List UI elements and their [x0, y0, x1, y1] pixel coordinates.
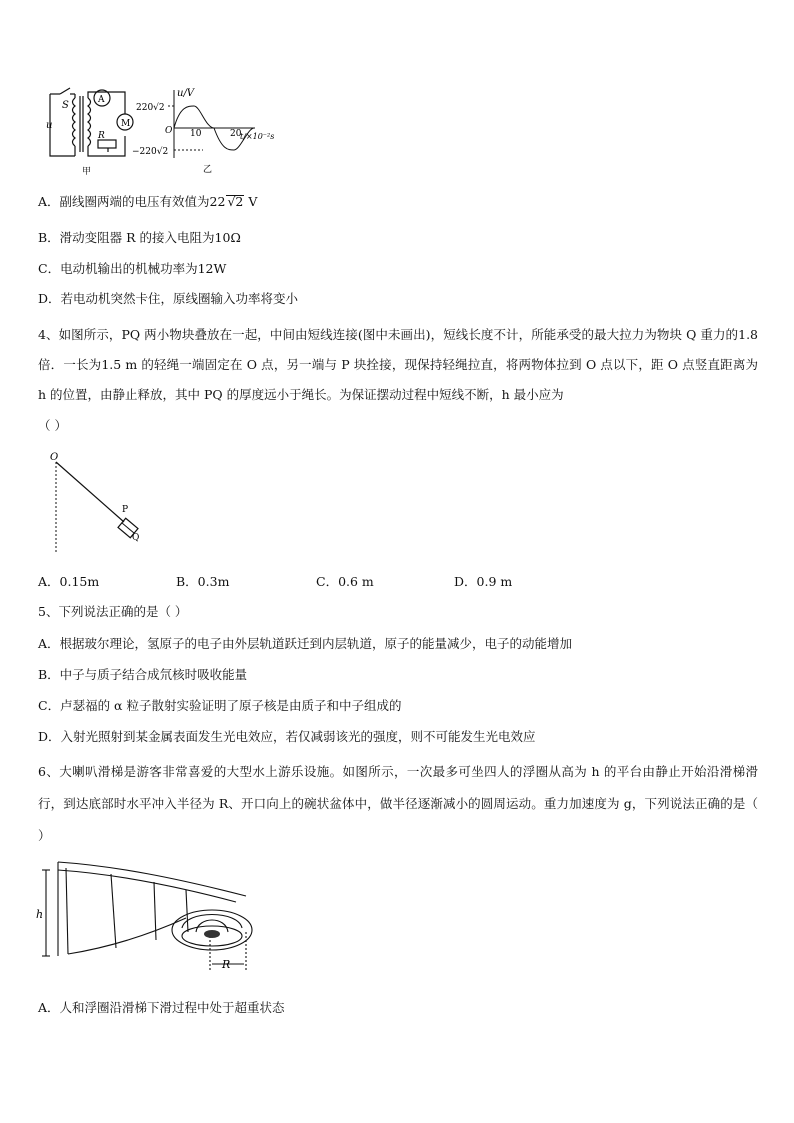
q4-option-b: B．0.3m: [176, 574, 230, 589]
block-q-label: Q: [132, 533, 140, 543]
q4-answer-paren: （ ）: [38, 418, 67, 433]
radius-r-label: R: [222, 958, 231, 971]
tick-10: 10: [190, 129, 202, 139]
q6-option-a: A．人和浮圈沿滑梯下滑过程中处于超重状态: [38, 1000, 285, 1015]
pivot-o-label: O: [50, 452, 59, 463]
q4-option-c: C．0.6 m: [316, 574, 374, 589]
q3-option-a: [38, 194, 257, 210]
origin-label: O: [165, 126, 173, 136]
figure-yi-label: 乙: [203, 165, 213, 175]
vmax-label: 220√2: [136, 103, 165, 113]
figure-jia-label: 甲: [82, 167, 92, 177]
vmin-label: −220√2: [132, 147, 169, 157]
q5-option-a: A．根据玻尔理论，氢原子的电子由外层轨道跃迁到内层轨道，原子的能量减少，电子的动能增加: [38, 636, 573, 651]
resistor-label: R: [98, 131, 105, 141]
u-axis-label: u/V: [177, 88, 195, 99]
q4-option-a: A．0.15m: [38, 574, 100, 589]
water-slide-figure: [36, 848, 266, 978]
t-axis-label: t/×10⁻²s: [240, 132, 275, 141]
q3-option-a-root: √2: [227, 194, 244, 209]
q5-option-c: C．卢瑟福的 α 粒子散射实验证明了原子核是由质子和中子组成的: [38, 698, 402, 713]
q4-option-d: D．0.9 m: [454, 574, 513, 589]
q3-option-a-text: A．副线圈两端的电压有效值为: [38, 194, 210, 209]
q3-option-a-num: 22: [209, 194, 226, 209]
q3-option-b: B．滑动变阻器 R 的接入电阻为10Ω: [38, 230, 241, 245]
tick-20: 20: [230, 129, 242, 139]
pendulum-figure: [48, 450, 158, 560]
circuit-waveform-figure: [40, 86, 290, 178]
motor-label: M: [121, 119, 131, 129]
q5-option-d: D．入射光照射到某金属表面发生光电效应，若仅减弱该光的强度，则不可能发生光电效应: [38, 729, 536, 744]
q6-stem: 6、大喇叭滑梯是游客非常喜爱的大型水上游乐设施。如图所示，一次最多可坐四人的浮圈从高为 h 的平台由静止开始沿滑梯滑行，到达底部时水平冲入半径为 R、开口向上的碗状盆体中，做半径逐渐减小的圆周运动。重力加速度为 g，下列说法正确的是（ ）: [38, 764, 758, 843]
q3-option-a-unit: V: [248, 194, 258, 209]
source-label: u: [46, 120, 53, 131]
switch-label: S: [62, 100, 69, 111]
q3-option-a-root-value: 2: [235, 194, 244, 209]
q4-stem: 4、如图所示，PQ 两小物块叠放在一起，中间由短线连接(图中未画出)，短线长度不计，所能承受的最大拉力为物块 Q 重力的1.8 倍．一长为1.5 m 的轻绳一端固定在 O 点，另一端与 P 块拴接，现保持轻绳拉直，将两物体拉到 O 点以下，距 O 点竖直距离为 h 的位置，由静止释放，其中 PQ 的厚度远小于绳长。为保证摆动过程中短线不断，h 最小应为: [38, 327, 758, 402]
height-h-label: h: [36, 908, 44, 921]
q3-option-d: D．若电动机突然卡住，原线圈输入功率将变小: [38, 291, 299, 306]
ammeter-label: A: [98, 95, 105, 105]
q5-option-b: B．中子与质子结合成氘核时吸收能量: [38, 667, 248, 682]
block-p-label: P: [122, 505, 129, 515]
q5-stem: 5、下列说法正确的是（ ）: [38, 604, 188, 619]
q3-option-c: C．电动机输出的机械功率为12W: [38, 261, 227, 276]
